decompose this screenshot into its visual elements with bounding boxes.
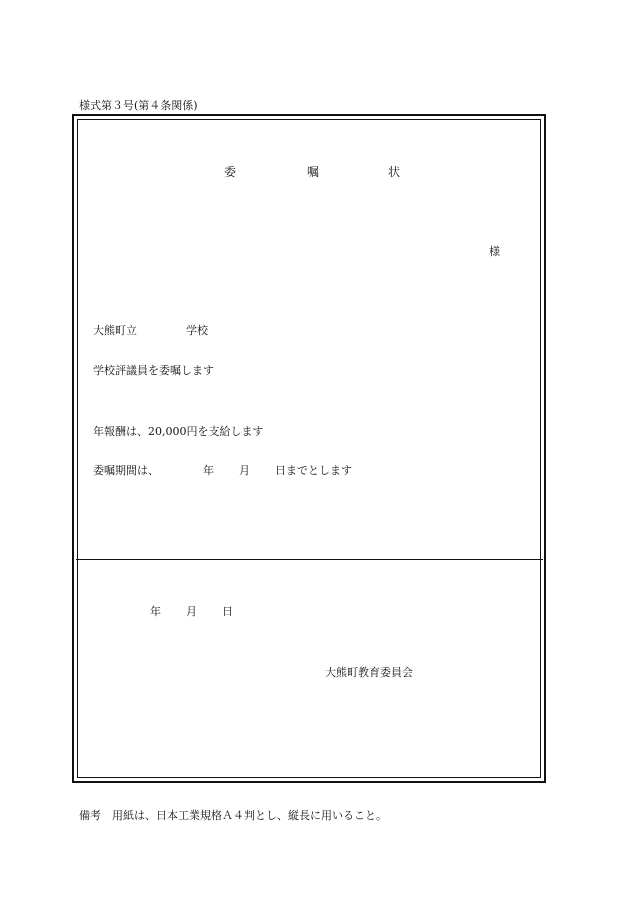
school-prefix: 大熊町立 bbox=[93, 324, 137, 337]
period-end-day: 日までとします bbox=[275, 464, 352, 477]
form-number-label: 様式第３号(第４条関係) bbox=[79, 99, 198, 112]
certificate-frame bbox=[72, 114, 546, 783]
recipient-honorific: 様 bbox=[489, 245, 500, 258]
certificate-inner-border bbox=[77, 119, 541, 778]
period-prefix: 委嘱期間は、 bbox=[93, 464, 159, 477]
title-char-2: 嘱 bbox=[307, 165, 320, 179]
section-divider bbox=[76, 559, 543, 560]
remarks-note: 備考 用紙は、日本工業規格Ａ４判とし、縦長に用いること。 bbox=[79, 809, 387, 822]
issue-date-day: 日 bbox=[222, 605, 233, 618]
appointment-statement: 学校評議員を委嘱します bbox=[93, 364, 214, 377]
period-month: 月 bbox=[239, 464, 250, 477]
remuneration-statement: 年報酬は、20,000円を支給します bbox=[93, 425, 264, 438]
issue-date-year: 年 bbox=[150, 605, 161, 618]
school-suffix: 学校 bbox=[186, 324, 208, 337]
title-char-1: 委 bbox=[224, 165, 237, 179]
issue-date-month: 月 bbox=[186, 605, 197, 618]
title-char-3: 状 bbox=[388, 165, 401, 179]
period-year: 年 bbox=[203, 464, 214, 477]
issuer-name: 大熊町教育委員会 bbox=[325, 666, 413, 679]
